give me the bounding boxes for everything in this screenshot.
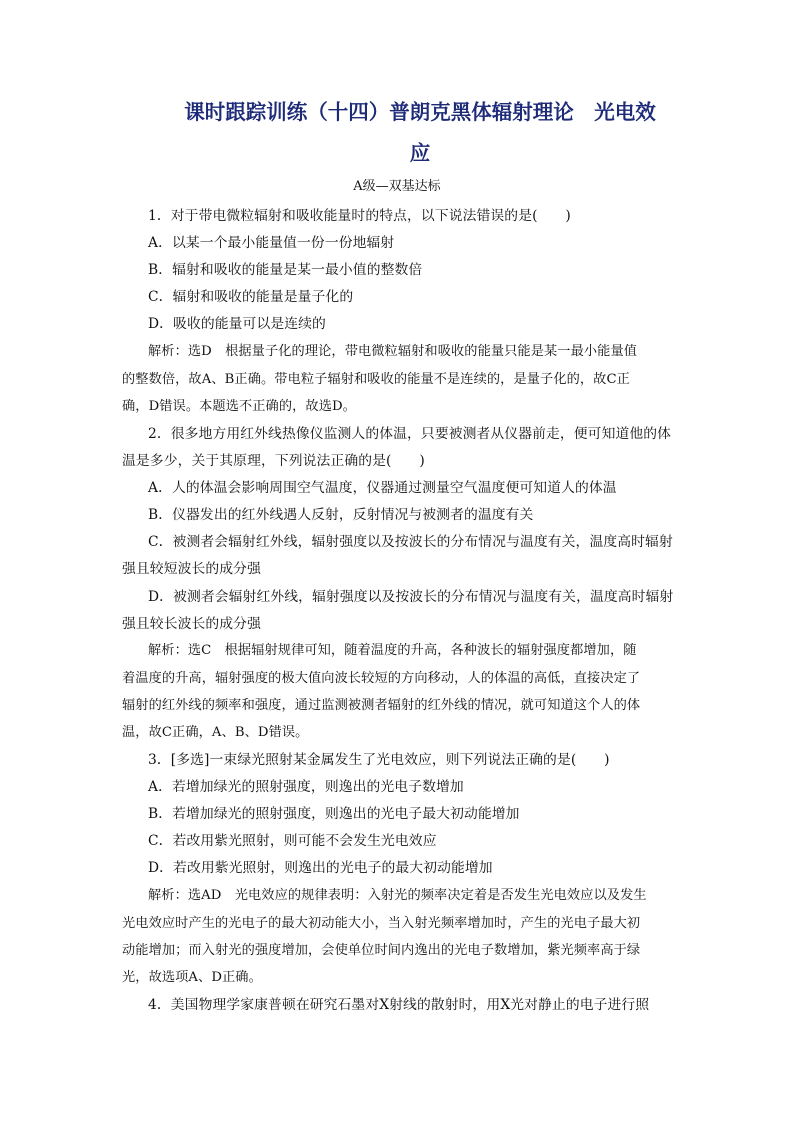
question-1-explanation-line: 解析：选D 根据量子化的理论，带电微粒辐射和吸收的能量只能是某一最小能量值: [148, 344, 638, 359]
question-1-explanation-line: 的整数倍，故A、B正确。带电粒子辐射和吸收的能量不是连续的，是量子化的，故C正: [122, 372, 630, 387]
question-3-explanation-line: 解析：选AD 光电效应的规律表明：入射光的频率决定着是否发生光电效应以及发生: [148, 888, 647, 903]
question-1-option-d: D．吸收的能量可以是连续的: [148, 316, 326, 332]
question-1-option-c: C．辐射和吸收的能量是量子化的: [148, 289, 354, 305]
question-3-explanation-line: 光电效应时产生的光电子的最大初动能大小，当入射光频率增加时，产生的光电子最大初: [122, 916, 641, 931]
question-1-explanation-line: 确，D错误。本题选不正确的，故选D。: [122, 399, 356, 414]
question-2-explanation-line: 解析：选C 根据辐射规律可知，随着温度的升高，各种波长的辐射强度都增加，随: [148, 643, 637, 658]
question-2-explanation-line: 着温度的升高，辐射强度的极大值向波长较短的方向移动，人的体温的高低，直接决定了: [122, 671, 641, 686]
question-2-option-d: D．被测者会辐射红外线，辐射强度以及按波长的分布情况与温度有关，温度高时辐射: [148, 589, 674, 605]
question-3-stem: 3．[多选]一束绿光照射某金属发生了光电效应，则下列说法正确的是( ): [148, 752, 610, 768]
question-2-option-c: 强且较短波长的成分强: [122, 561, 261, 577]
document-title-line-1: 课时跟踪训练（十四）普朗克黑体辐射理论 光电效: [184, 100, 656, 124]
question-2-stem: 温是多少，关于其原理，下列说法正确的是( ): [122, 453, 425, 469]
question-2-explanation-line: 辐射的红外线的频率和强度，通过监测被测者辐射的红外线的情况，就可知道这个人的体: [122, 698, 641, 713]
question-1-option-b: B．辐射和吸收的能量是某一最小值的整数倍: [148, 262, 423, 278]
document-title-line-2: 应: [409, 141, 431, 165]
question-2-option-c: C．被测者会辐射红外线，辐射强度以及按波长的分布情况与温度有关，温度高时辐射: [148, 534, 673, 550]
question-3-option-a: A．若增加绿光的照射强度，则逸出的光电子数增加: [148, 779, 464, 795]
question-2-stem: 2．很多地方用红外线热像仪监测人的体温，只要被测者从仪器前走，便可知道他的体: [148, 426, 672, 442]
question-4-stem: 4．美国物理学家康普顿在研究石墨对X射线的散射时，用X光对静止的电子进行照: [148, 997, 650, 1013]
question-2-option-d: 强且较长波长的成分强: [122, 616, 261, 632]
question-1-option-a: A．以某一个最小能量值一份一份地辐射: [148, 235, 395, 251]
question-2-option-a: A．人的体温会影响周围空气温度，仪器通过测量空气温度便可知道人的体温: [148, 480, 617, 496]
question-1-stem: 1．对于带电微粒辐射和吸收能量时的特点，以下说法错误的是( ): [148, 208, 571, 224]
question-2-option-b: B．仪器发出的红外线遇人反射，反射情况与被测者的温度有关: [148, 507, 534, 523]
section-heading: A级—双基达标: [353, 179, 441, 194]
question-3-option-b: B．若增加绿光的照射强度，则逸出的光电子最大初动能增加: [148, 806, 520, 822]
question-3-explanation-line: 动能增加；而入射光的强度增加，会使单位时间内逸出的光电子数增加，紫光频率高于绿: [122, 943, 641, 958]
question-3-option-c: C．若改用紫光照射，则可能不会发生光电效应: [148, 833, 437, 849]
question-2-explanation-line: 温，故C正确，A、B、D错误。: [122, 725, 309, 740]
question-3-explanation-line: 光，故选项A、D正确。: [122, 970, 262, 985]
question-3-option-d: D．若改用紫光照射，则逸出的光电子的最大初动能增加: [148, 860, 493, 876]
